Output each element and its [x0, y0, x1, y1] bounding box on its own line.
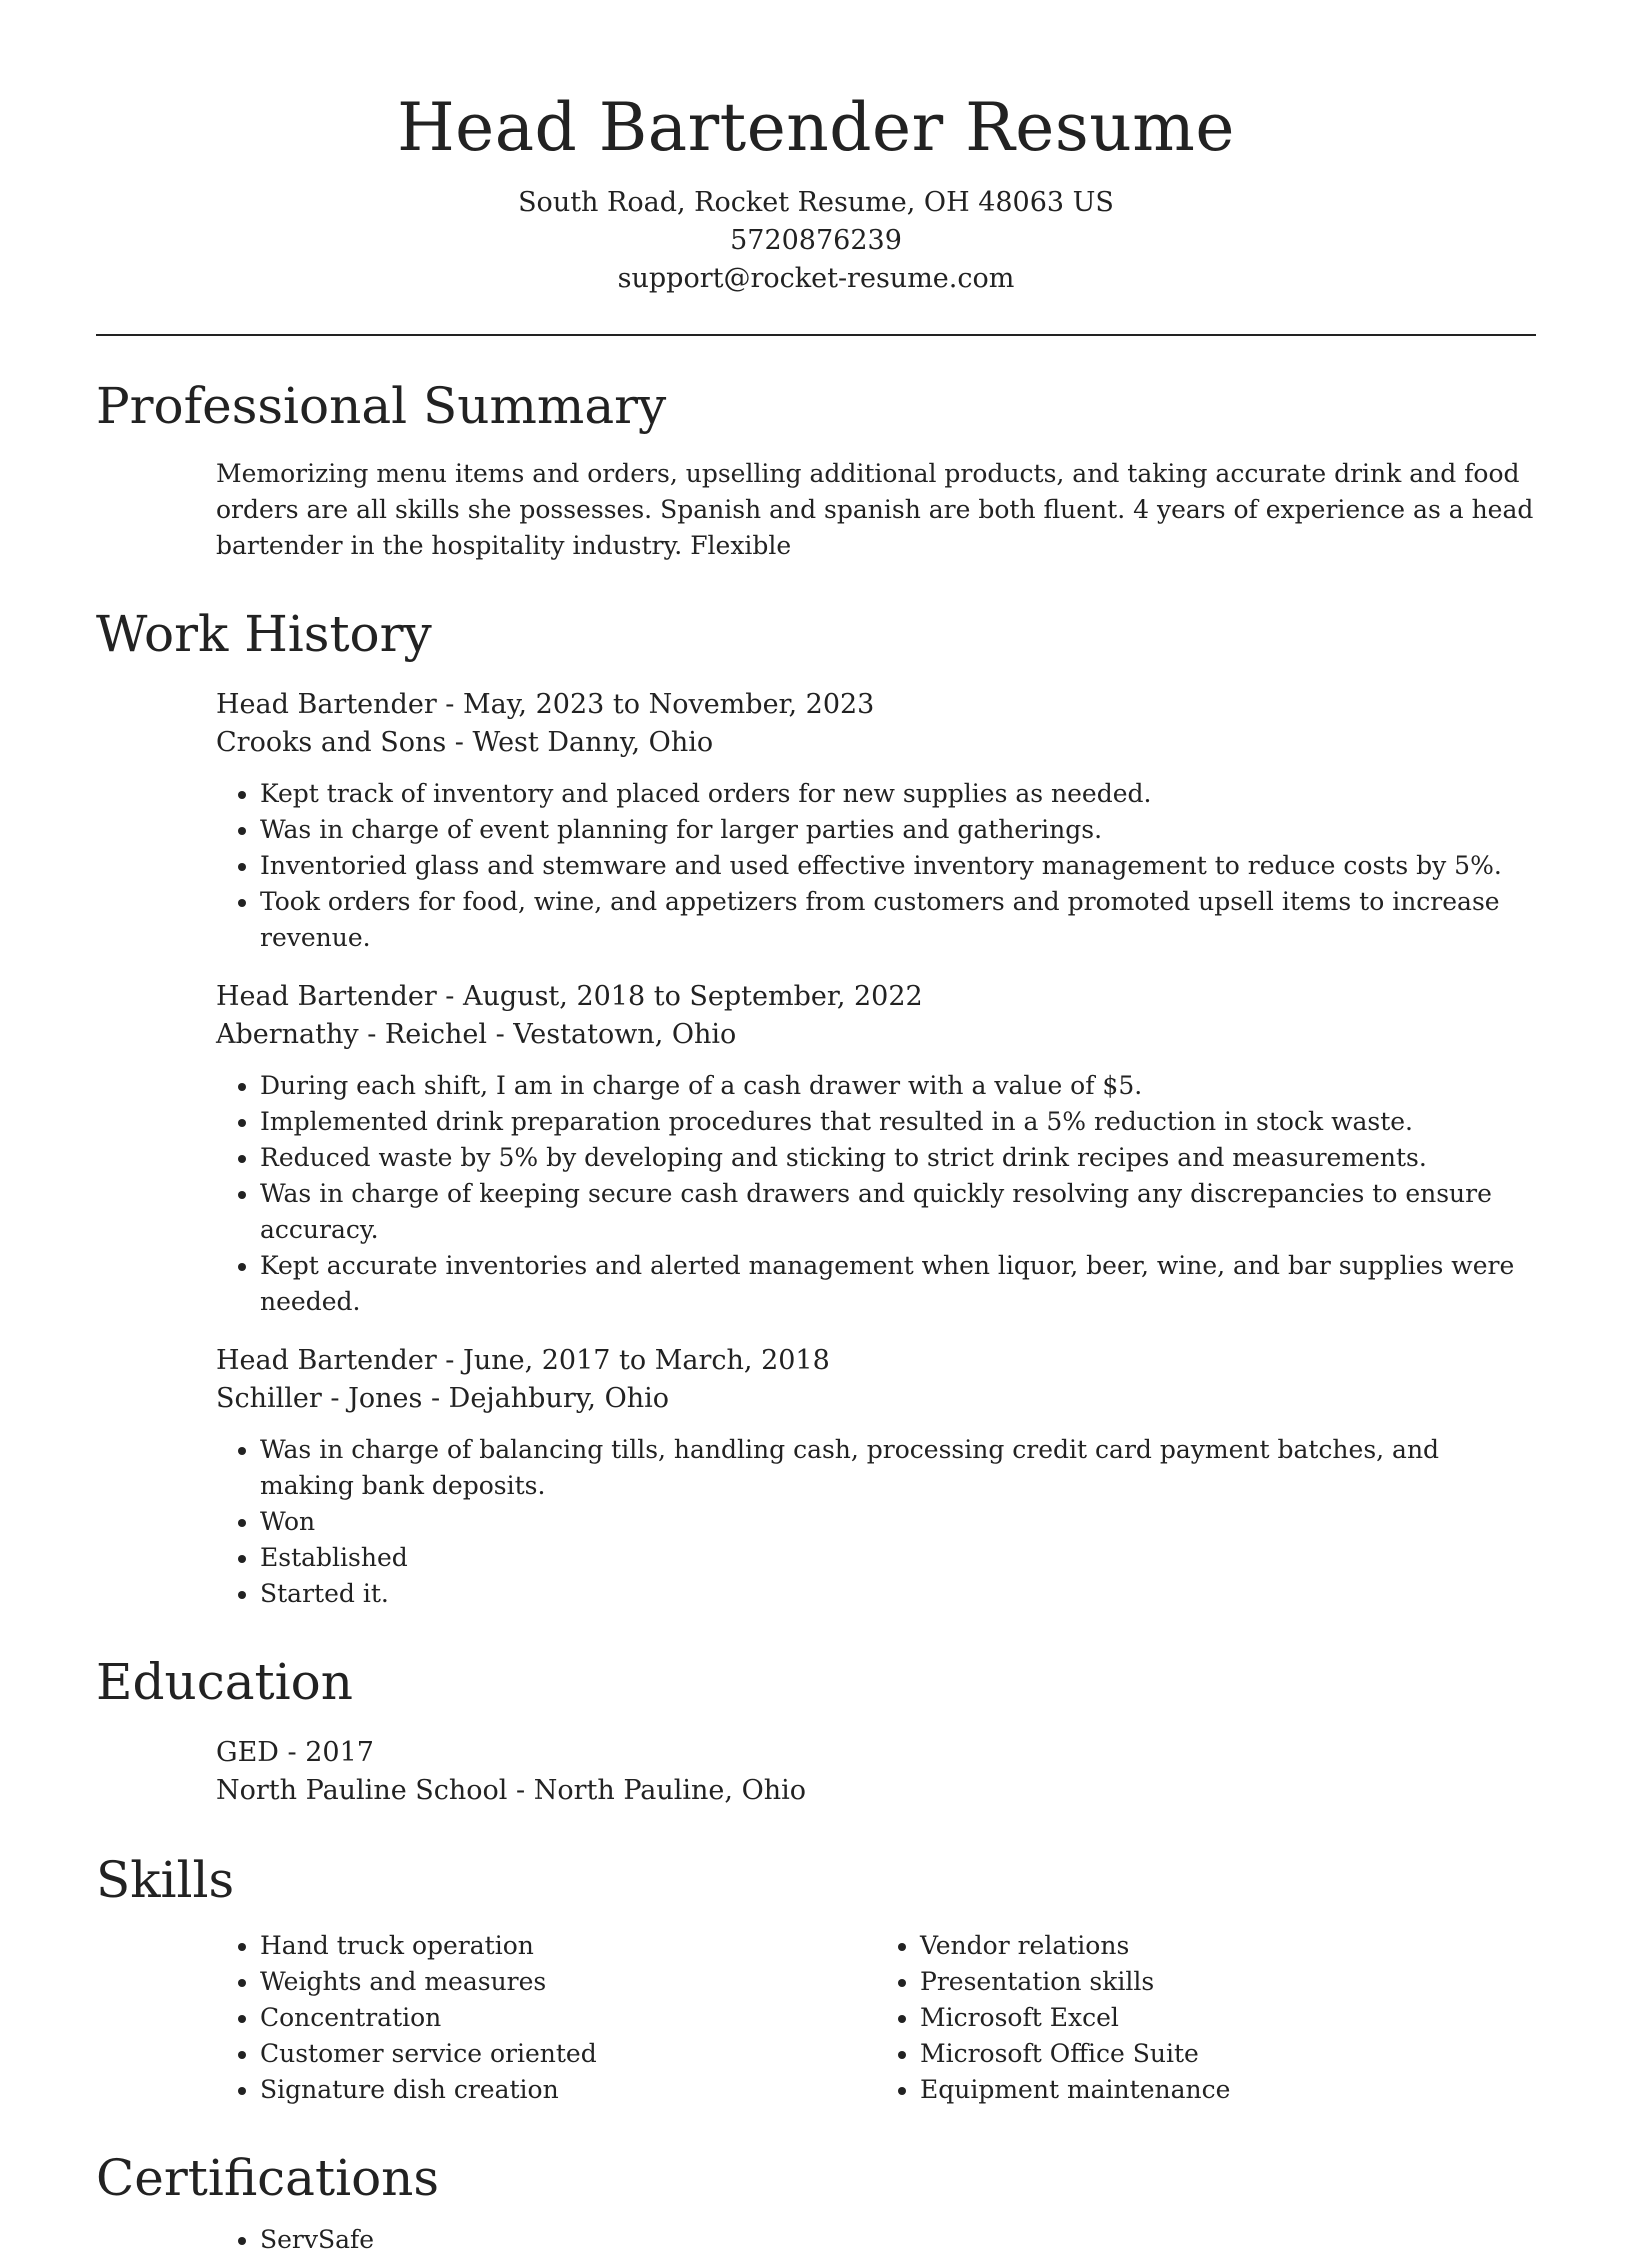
skills-grid — [216, 1928, 1536, 2108]
job-bullet: • Took orders for food, wine, and appetizers from customers and promoted upsell items to increase revenue. — [260, 884, 1536, 956]
job-bullet: • Reduced waste by 5% by developing and sticking to strict drink recipes and measurements. — [260, 1140, 1536, 1176]
contact-phone: 5720876239 — [730, 225, 902, 256]
skills-heading: Skills — [96, 1851, 235, 1909]
skills-column-left — [216, 1928, 876, 2108]
job-title: Head Bartender - May, 2023 to November, 2023 — [216, 689, 875, 720]
job-bullet: • Established — [260, 1540, 1536, 1576]
summary-text: Memorizing menu items and orders, upselling additional products, and taking accurate drink and food orders are all skills she possesses. Spanish and spanish are both fluent. 4 years of experience as a head bartender in the hospitality industry. Flexible — [216, 459, 1534, 560]
header-divider — [96, 334, 1536, 336]
education-entry — [216, 1734, 1536, 1810]
skills-column-right — [876, 1928, 1536, 2108]
skill-item: • Equipment maintenance — [920, 2072, 1536, 2108]
education-section — [96, 1652, 1536, 1810]
work-history-heading: Work History — [96, 605, 432, 663]
skill-item: • Customer service oriented — [260, 2036, 876, 2072]
contact-address: South Road, Rocket Resume, OH 48063 US — [518, 187, 1114, 218]
education-school: North Pauline School - North Pauline, Ohio — [216, 1775, 806, 1806]
job-bullet: • Implemented drink preparation procedures that resulted in a 5% reduction in stock waste. — [260, 1104, 1536, 1140]
job-entry — [216, 1342, 1536, 1612]
job-company: Abernathy - Reichel - Vestatown, Ohio — [216, 1019, 737, 1050]
job-bullet: • Was in charge of event planning for larger parties and gatherings. — [260, 812, 1536, 848]
job-bullet: • Was in charge of balancing tills, handling cash, processing credit card payment batches, and making bank deposits. — [260, 1432, 1536, 1504]
summary-section — [96, 376, 1536, 564]
skill-item: • Vendor relations — [920, 1928, 1536, 1964]
job-bullet: • Inventoried glass and stemware and used effective inventory management to reduce costs by 5%. — [260, 848, 1536, 884]
job-company: Schiller - Jones - Dejahbury, Ohio — [216, 1383, 669, 1414]
job-title: Head Bartender - August, 2018 to September, 2022 — [216, 981, 923, 1012]
job-company: Crooks and Sons - West Danny, Ohio — [216, 727, 714, 758]
work-history-section — [96, 604, 1536, 1612]
skill-item: • Signature dish creation — [260, 2072, 876, 2108]
education-degree: GED - 2017 — [216, 1737, 374, 1768]
job-bullet: • During each shift, I am in charge of a cash drawer with a value of $5. — [260, 1068, 1536, 1104]
certifications-section — [96, 2148, 1536, 2258]
skill-item: • Microsoft Excel — [920, 2000, 1536, 2036]
job-title: Head Bartender - June, 2017 to March, 2018 — [216, 1345, 830, 1376]
job-bullets — [216, 1432, 1536, 1612]
skill-item: • Microsoft Office Suite — [920, 2036, 1536, 2072]
summary-heading: Professional Summary — [96, 377, 667, 435]
job-bullet: • Won — [260, 1504, 1536, 1540]
skill-item: • Concentration — [260, 2000, 876, 2036]
resume-header — [96, 0, 1536, 298]
certification-item: • ServSafe — [260, 2222, 1536, 2258]
certifications-list — [216, 2222, 1536, 2258]
contact-email: support@rocket-resume.com — [617, 263, 1015, 294]
skill-item: • Hand truck operation — [260, 1928, 876, 1964]
certifications-heading: Certifications — [96, 2149, 440, 2207]
job-entry — [216, 686, 1536, 956]
skill-item: • Weights and measures — [260, 1964, 876, 2000]
job-bullet: • Kept track of inventory and placed orders for new supplies as needed. — [260, 776, 1536, 812]
skill-item: • Presentation skills — [920, 1964, 1536, 2000]
job-bullets — [216, 776, 1536, 956]
job-bullet: • Started it. — [260, 1576, 1536, 1612]
contact-info — [96, 184, 1536, 298]
job-bullet: • Kept accurate inventories and alerted management when liquor, beer, wine, and bar supplies were needed. — [260, 1248, 1536, 1320]
job-bullets — [216, 1068, 1536, 1320]
skills-section — [96, 1850, 1536, 2108]
resume-title: Head Bartender Resume — [397, 89, 1235, 166]
job-bullet: • Was in charge of keeping secure cash drawers and quickly resolving any discrepancies to ensure accuracy. — [260, 1176, 1536, 1248]
education-heading: Education — [96, 1653, 353, 1711]
job-entry — [216, 978, 1536, 1320]
